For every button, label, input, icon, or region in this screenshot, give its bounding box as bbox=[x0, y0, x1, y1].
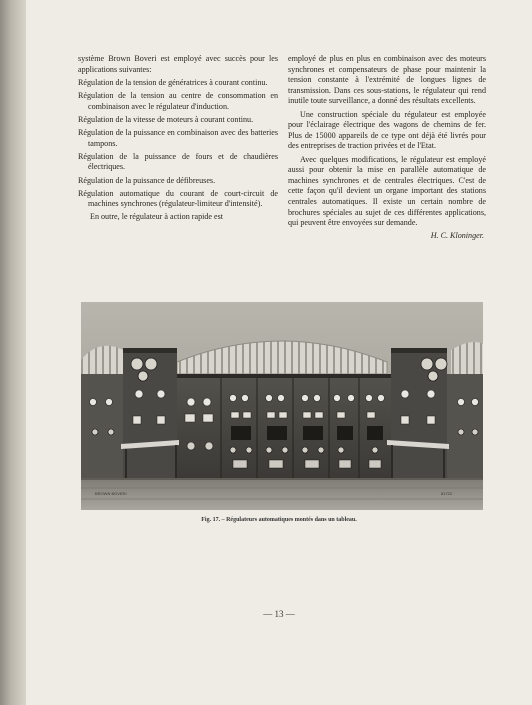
figure-right-mark: 81722 bbox=[441, 491, 453, 496]
application-item: Régulation de la tension de génératrices à courant continu. bbox=[78, 77, 268, 87]
paragraph-continued: En outre, le régulateur à action rapide est bbox=[90, 212, 224, 222]
document-page bbox=[26, 0, 532, 705]
control-panel-photograph bbox=[81, 302, 483, 510]
author-signature: H. C. Kloninger. bbox=[430, 231, 484, 241]
application-item: Régulation de la puissance de défibreuses. bbox=[78, 175, 216, 185]
page-number: — 13 — bbox=[263, 609, 295, 619]
application-item: Régulation de la vitesse de moteurs à courant continu. bbox=[78, 114, 254, 124]
right-text-column bbox=[288, 54, 486, 244]
paragraph-intro: système Brown Boveri est employé avec succès pour les applications suivantes: bbox=[78, 54, 278, 74]
application-item: Régulation de la puissance de fours et de chaudières électriques. bbox=[78, 151, 278, 172]
left-text-column bbox=[78, 54, 278, 226]
paragraph-continuation: employé de plus en plus en combinaison avec des moteurs synchrones et compensateurs de phase pour maintenir la tension constante à l'extrémité de longues lignes de transmission. Dans ces sous-stations, le régulateur qui rend inutile toute surveillance, a donné des résultats excellents. bbox=[288, 54, 486, 106]
figure-left-mark: BROWN BOVERI bbox=[95, 491, 127, 496]
application-item: Régulation de la tension au centre de consommation en combinaison avec le régulateur d'induction. bbox=[78, 90, 278, 111]
paragraph: Avec quelques modifications, le régulateur est employé aussi pour obtenir la mise en parallèle automatique de machines synchrones et de centrales électriques. C'est de cette façon qu'il devient un organe important des stations centrales automatiques. Il existe un certain nombre de brochures spéciales au sujet de ces différentes applications, qui peuvent être envoyées sur demande. bbox=[288, 154, 486, 228]
application-item: Régulation automatique du courant de court-circuit de machines synchrones (régulateur-limiteur d'intensité). bbox=[78, 188, 278, 209]
application-item: Régulation de la puissance en combinaison avec des batteries tampons. bbox=[78, 127, 278, 148]
figure-caption: Fig. 17. – Régulateurs automatiques montés dans un tableau. bbox=[201, 517, 357, 523]
paragraph: Une construction spéciale du régulateur est employée pour l'éclairage électrique des wagons de chemins de fer. Plus de 15000 appareils de ce type ont déjà été livrés pour des entreprises de traction privées et de l'Etat. bbox=[288, 109, 486, 151]
book-spine-shadow bbox=[0, 0, 26, 705]
